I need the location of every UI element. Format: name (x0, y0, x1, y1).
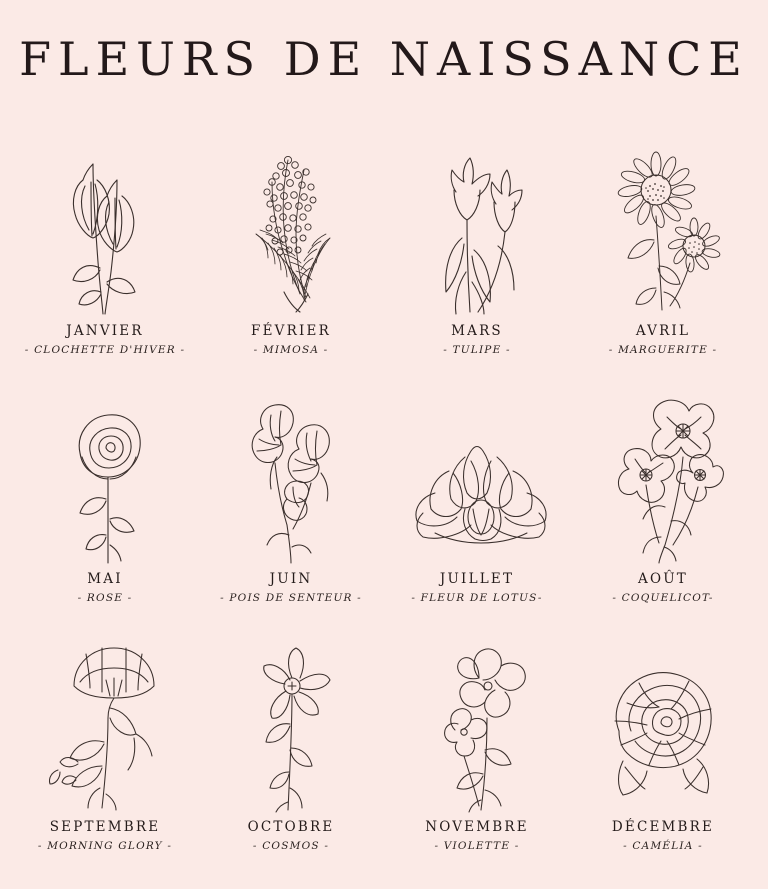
flower-label: - POIS DE SENTEUR - (220, 592, 362, 604)
month-cell-septembre (12, 604, 198, 852)
month-label: MARS (451, 323, 503, 339)
month-cell-mai (12, 356, 198, 604)
flower-label: - MORNING GLORY - (37, 840, 173, 852)
cosmos-icon (198, 604, 384, 819)
month-label: DÉCEMBRE (611, 819, 715, 835)
month-label: FÉVRIER (251, 323, 331, 339)
grid-row (0, 108, 768, 356)
month-label: SEPTEMBRE (49, 819, 161, 835)
camellia-icon (570, 604, 756, 819)
month-label: AOÛT (638, 571, 688, 587)
flower-label: - FLEUR DE LOTUS- (411, 592, 543, 604)
month-cell-decembre (570, 604, 756, 852)
tulip-icon (384, 108, 570, 323)
month-label: JUIN (269, 571, 313, 587)
grid-row (0, 604, 768, 852)
month-cell-avril (570, 108, 756, 356)
violet-icon (384, 604, 570, 819)
grid-row (0, 356, 768, 604)
month-cell-octobre (198, 604, 384, 852)
month-cell-fevrier (198, 108, 384, 356)
month-label: OCTOBRE (247, 819, 335, 835)
flower-label: - MARGUERITE - (608, 344, 718, 356)
mimosa-icon (198, 108, 384, 323)
flower-label: - COSMOS - (252, 840, 330, 852)
month-cell-juin (198, 356, 384, 604)
month-label: AVRIL (635, 323, 691, 339)
flower-label: - ROSE - (77, 592, 133, 604)
month-grid (0, 108, 768, 852)
month-label: JUILLET (439, 571, 515, 587)
month-cell-mars (384, 108, 570, 356)
flower-label: - TULIPE - (443, 344, 511, 356)
month-label: NOVEMBRE (425, 819, 529, 835)
flower-label: - VIOLETTE - (434, 840, 520, 852)
flower-label: - COQUELICOT- (612, 592, 714, 604)
lotus-icon (384, 356, 570, 571)
flower-label: - MIMOSA - (253, 344, 329, 356)
morning-glory-icon (12, 604, 198, 819)
flower-label: - CAMÉLIA - (623, 840, 703, 852)
month-cell-novembre (384, 604, 570, 852)
page-title: FLEURS DE NAISSANCE (19, 32, 749, 86)
sweet-pea-icon (198, 356, 384, 571)
rose-icon (12, 356, 198, 571)
month-label: JANVIER (66, 323, 144, 339)
daisy-icon (570, 108, 756, 323)
poppy-icon (570, 356, 756, 571)
flower-label: - CLOCHETTE D'HIVER - (24, 344, 186, 356)
month-label: MAI (87, 571, 123, 587)
month-cell-juillet (384, 356, 570, 604)
month-cell-aout (570, 356, 756, 604)
snowdrop-icon (12, 108, 198, 323)
month-cell-janvier (12, 108, 198, 356)
